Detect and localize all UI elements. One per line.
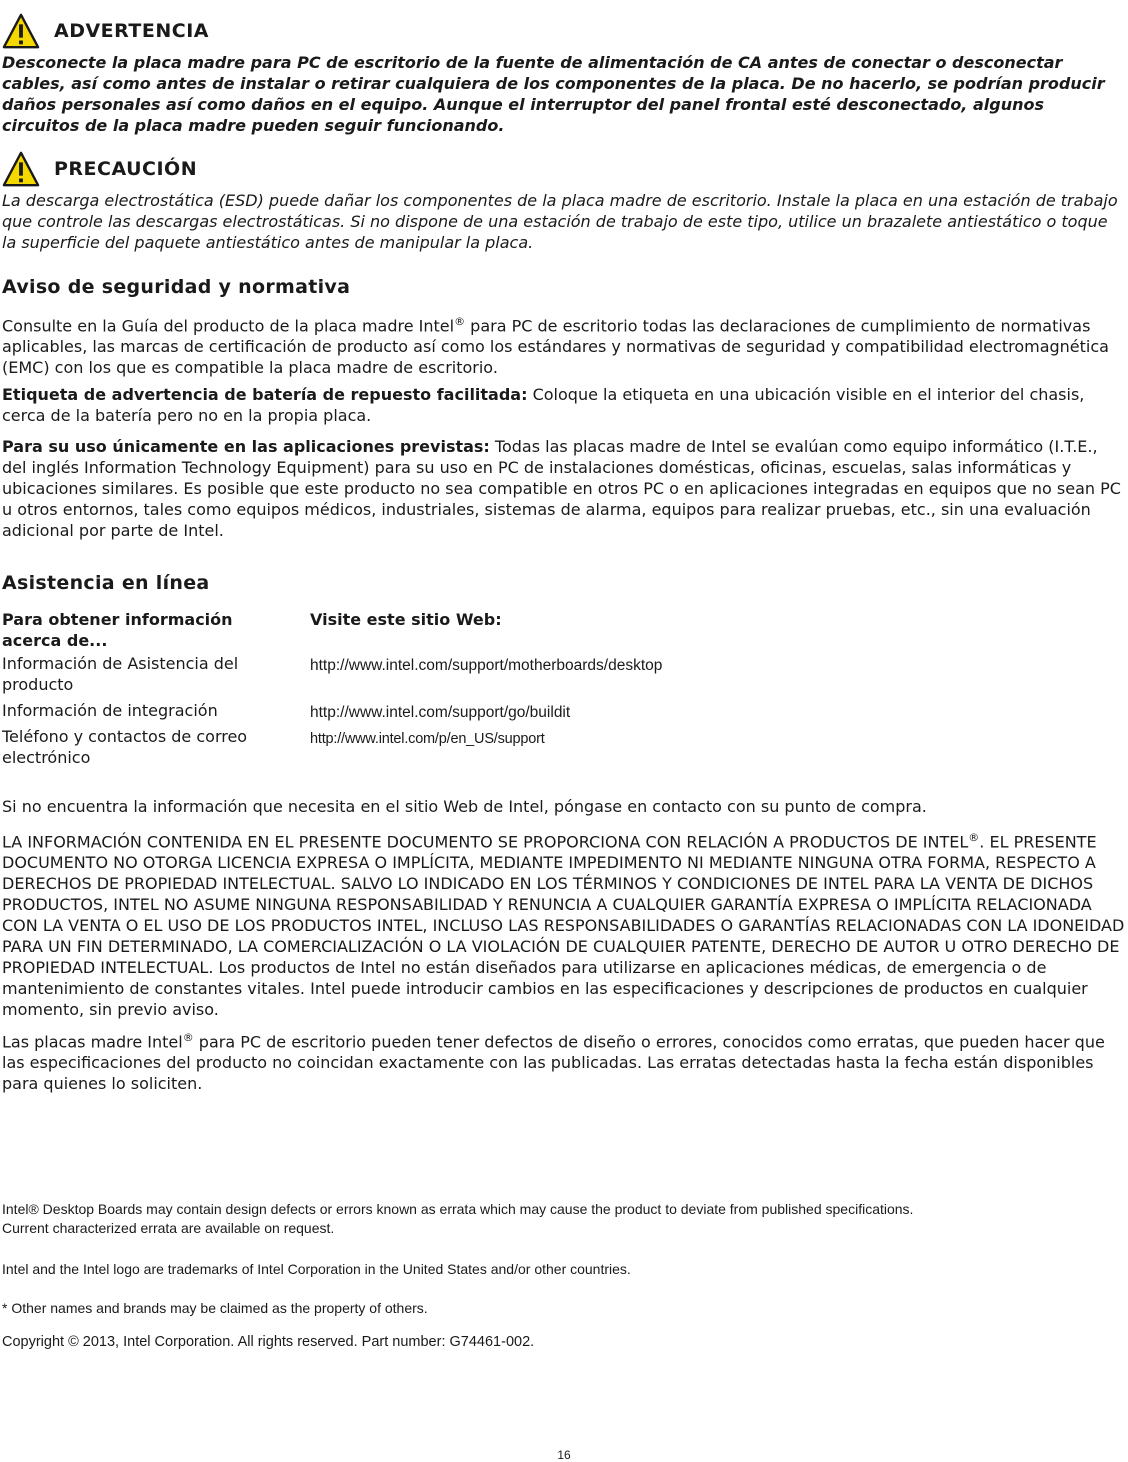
caution-triangle-icon	[2, 150, 40, 188]
legal-p1-text-a: LA INFORMACIÓN CONTENIDA EN EL PRESENTE DOCUMENTO SE PROPORCIONA CON RELACIÓN A PRODUCTOS DE INTEL	[2, 832, 969, 852]
registered-mark: ®	[454, 315, 466, 328]
safety-p1-text-b: para PC de escritorio todas las declaraciones de cumplimiento de normativas aplicables, las marcas de certificación de producto así como los estándares y normativas de seguridad y compatibilidad electromagnética (EMC) con los que es compatible la placa madre de escritorio.	[2, 316, 1109, 378]
errata-paragraph	[2, 1027, 1124, 1094]
warning-body: Desconecte la placa madre para PC de escritorio de la fuente de alimentación de CA antes de conectar o desconectar cables, así como antes de instalar o retirar cualquiera de los componentes de la placa. De no hacerlo, se podrían producir daños personales así como daños en el equipo. Aunque el interruptor del panel frontal esté desconectado, algunos circuitos de la placa madre pueden seguir funcionando.	[2, 53, 1105, 135]
support-row-label: Información de Asistencia del producto	[2, 654, 239, 694]
page-number: 16	[557, 1448, 571, 1462]
support-row-label: Teléfono y contactos de correo electrónico	[2, 727, 248, 767]
support-table-header	[2, 609, 662, 653]
table-row	[2, 726, 662, 768]
warning-triangle-icon	[2, 12, 40, 50]
footer-errata-line1: Intel® Desktop Boards may contain design defects or errors known as errata which may cause the product to deviate from published specifications.	[2, 1201, 914, 1217]
caution-header	[2, 146, 1124, 192]
table-row	[2, 700, 662, 726]
warning-header	[2, 8, 1124, 54]
caution-title: PRECAUCIÓN	[54, 158, 198, 180]
support-link[interactable]: http://www.intel.com/support/go/buildit	[310, 704, 571, 721]
footer-copyright: Copyright © 2013, Intel Corporation. All rights reserved. Part number: G74461-002.	[2, 1334, 535, 1350]
support-link[interactable]: http://www.intel.com/support/motherboards/desktop	[310, 657, 663, 674]
footer-errata-line2: Current characterized errata are available on request.	[2, 1220, 335, 1236]
support-link[interactable]: http://www.intel.com/p/en_US/support	[310, 731, 545, 747]
warning-title: ADVERTENCIA	[54, 20, 209, 42]
safety-p1-text-a: Consulte en la Guía del producto de la placa madre Intel	[2, 316, 455, 336]
legal-p1-text-b: . EL PRESENTE DOCUMENTO NO OTORGA LICENCIA EXPRESA O IMPLÍCITA, MEDIANTE IMPEDIMENTO NI MEDIANTE NINGUNA OTRA FORMA, RESPECTO A DERECHOS DE PROPIEDAD INTELECTUAL. SALVO LO INDICADO EN LOS TÉRMINOS Y CONDICIONES DE INTEL PARA LA VENTA DE DICHOS PRODUCTOS, INTEL NO ASUME NINGUNA RESPONSABILIDAD Y RENUNCIA A CUALQUIER GARANTÍA EXPRESA O IMPLÍCITA RELACIONADA CON LA VENTA O EL USO DE LOS PRODUCTOS INTEL, INCLUSO LAS RESPONSABILIDADES O GARANTÍAS RELACIONADAS CON LA IDONEIDAD PARA UN FIN DETERMINADO, LA COMERCIALIZACIÓN O LA VIOLACIÓN DE CUALQUIER PATENTE, DERECHO DE AUTOR U OTRO DERECHO DE PROPIEDAD INTELECTUAL. Los productos de Intel no están diseñados para utilizarse en aplicaciones médicas, de emergencia o de mantenimiento de constantes vitales. Intel puede introducir cambios en las especificaciones y descripciones de productos en cualquier momento, sin previo aviso.	[2, 832, 1125, 1020]
safety-paragraph-1	[2, 311, 1124, 378]
battery-warning-label: Etiqueta de advertencia de batería de repuesto facilitada:	[2, 385, 528, 404]
footer-other-names: * Other names and brands may be claimed as the property of others.	[2, 1300, 428, 1316]
support-heading: Asistencia en línea	[2, 572, 210, 594]
table-row	[2, 653, 662, 700]
legal-disclaimer	[2, 827, 1126, 1020]
support-table	[2, 609, 662, 768]
caution-body: La descarga electrostática (ESD) puede dañar los componentes de la placa madre de escritorio. Instale la placa en una estación de trabajo que controle las descargas electrostáticas. Si no dispone de una estación de trabajo de este tipo, utilice un brazalete antiestático o toque la superficie del paquete antiestático antes de manipular la placa.	[2, 191, 1118, 252]
errata-text-b: para PC de escritorio pueden tener defectos de diseño o errores, conocidos como erratas, que pueden hacer que las especificaciones del producto no coincidan exactamente con las publicadas. Las erratas detectadas hasta la fecha están disponibles para quienes lo soliciten.	[2, 1032, 1105, 1094]
footer-trademark: Intel and the Intel logo are trademarks of Intel Corporation in the United States and/or other countries.	[2, 1261, 631, 1277]
safety-heading: Aviso de seguridad y normativa	[2, 276, 351, 298]
registered-mark: ®	[968, 831, 980, 844]
errata-text-a: Las placas madre Intel	[2, 1032, 183, 1052]
support-note: Si no encuentra la información que necesita en el sitio Web de Intel, póngase en contacto con su punto de compra.	[2, 797, 927, 816]
intended-use-paragraph	[2, 436, 1124, 541]
battery-warning-text: Coloque la etiqueta en una ubicación visible en el interior del chasis, cerca de la batería pero no en la propia placa.	[2, 385, 1085, 425]
intended-use-label: Para su uso únicamente en las aplicaciones previstas:	[2, 437, 490, 456]
support-col1-header: Para obtener información acerca de...	[2, 610, 233, 650]
support-row-label: Información de integración	[2, 701, 218, 720]
intended-use-text: Todas las placas madre de Intel se evalúan como equipo informático (I.T.E., del inglés Information Technology Equipment) para su uso en PC de instalaciones domésticas, oficinas, escuelas, salas informáticas y ubicaciones similares. Es posible que este producto no sea compatible en otros PC o en aplicaciones integradas en equipos que no sean PC u otros entornos, tales como equipos médicos, industriales, sistemas de alarma, equipos para realizar pruebas, etc., sin una evaluación adicional por parte de Intel.	[2, 437, 1121, 540]
support-col2-header: Visite este sitio Web:	[310, 610, 502, 629]
battery-warning-paragraph	[2, 384, 1124, 426]
registered-mark: ®	[182, 1031, 194, 1044]
